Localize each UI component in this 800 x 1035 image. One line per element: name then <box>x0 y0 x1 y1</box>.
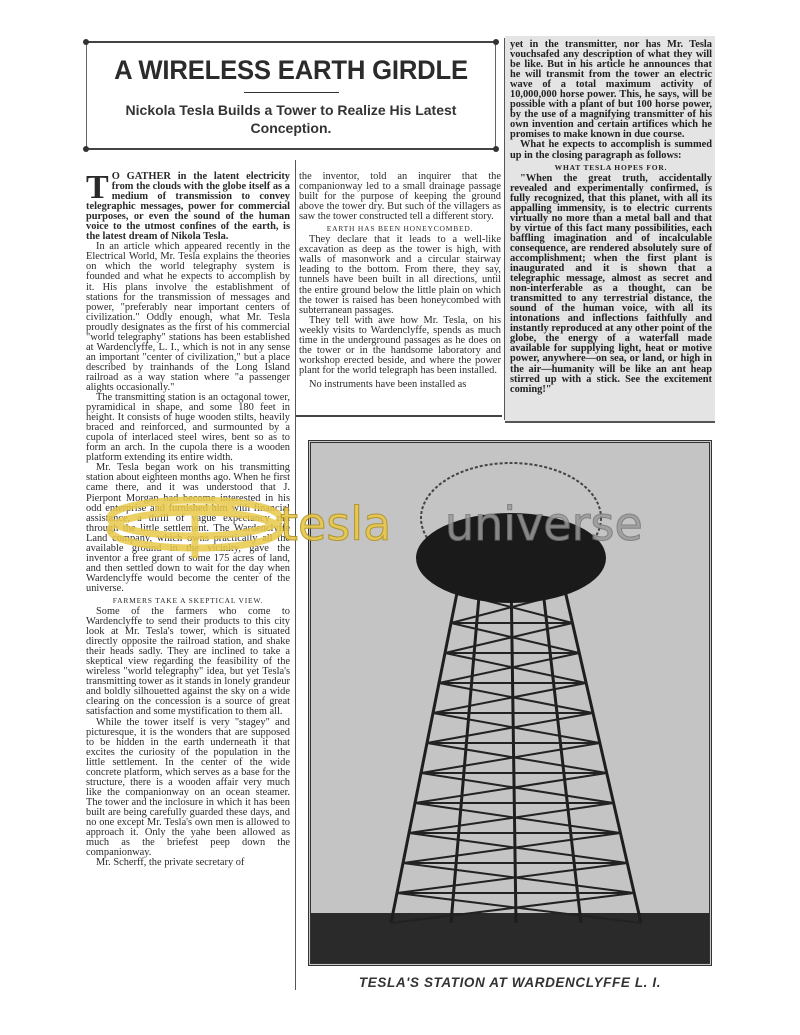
article-column-2 <box>299 172 501 390</box>
cupola-dome <box>416 513 606 603</box>
column-divider <box>504 38 505 420</box>
corner-dot <box>493 146 499 152</box>
paragraph: Some of the farmers who come to Wardenclyffe to send their products to this city look at Mr. Tesla's tower, which is situated directly opposite the railroad station, and shake their heads sadly. They are inclined to take a skeptical view regarding the feasibility of the wireless "world telegraphy" idea, but yet Tesla's transmitting tower as it stands in lonely grandeur and boldly silhouetted against the sky on a wide clearing on the concession is a source of great satisfaction and some mystification to them all. <box>86 606 290 718</box>
paragraph: the inventor, told an inquirer that the companionway led to a small drainage passage built for the purpose of keeping the ground above the tower dry. But such of the villagers as saw the tower constructed tell a different story. <box>299 171 501 223</box>
svg-text:universe: universe <box>445 497 643 551</box>
photo-caption: TESLA'S STATION AT WARDENCLYFFE L. I. <box>358 975 662 990</box>
wardenclyffe-tower-illustration <box>311 443 709 963</box>
paragraph: Mr. Tesla began work on his transmitting station about eighteen months ago. When he first came there, and it was understood that J. Pierpont Morgan had become interested in his odd enterprise and furnished him with financial assistance, a thrill of vague expectancy ran through the little settlement. The Wardenclyffe Land company, which owns practically all the available ground in the vicinity, gave the inventor a free grant of some 175 acres of land, and then settled down to wait for the day when Wardenclyffe would become the center of the universe. <box>86 462 290 594</box>
corner-dot <box>83 39 89 45</box>
paragraph: No instruments have been installed as <box>309 378 467 390</box>
section-subhead: EARTH HAS BEEN HONEYCOMBED. <box>326 224 474 234</box>
subheadline: Nickola Tesla Builds a Tower to Realize His Latest Conception. <box>125 102 457 136</box>
paragraph: yet in the transmitter, nor has Mr. Tesla vouchsafed any description of what they will be like. But in his article he announces that he will transmit from the tower an electric wave of a total maximum activity of 10,000,000 horse power. This, he says, will be possible with a plant of but 100 horse power, by the use of a magnifying transmitter of his own invention and certain artifices which he promises to make known in due course. <box>510 39 712 141</box>
paragraph: "When the great truth, accidentally revealed and experimentally confirmed, is fully recognized, that this planet, with all its appalling immensity, is to electric currents virtually no more than a metal ball and that by virtue of this fact many possibilities, each baffling imagination and of incalculable consequence, are rendered absolutely sure of accomplishment; when the first plant is inaugurated and it is shown that a telegraphic message, almost as secret and non-interferable as a thought, can be transmitted to any terrestrial distance, the sound of the human voice, with all its intonations and inflections faithfully and instantly reproduced at any other point of the globe, the energy of a waterfall made available for supplying light, heat or motive power, anywhere—on sea, or land, or high in the air—humanity will be like an ant heap stirred up with a stick. See the excitement coming!" <box>510 172 712 395</box>
paragraph: They tell with awe how Mr. Tesla, on his weekly visits to Wardenclyffe, spends as much time in the underground passages as he does on the tower or in the handsome laboratory and workshop erected beside, and where the power plant for the world telegraph has been installed. <box>299 314 501 376</box>
article-column-1 <box>86 169 290 869</box>
corner-dot <box>493 39 499 45</box>
drop-cap: T <box>86 169 109 206</box>
paragraph: What he expects to accomplish is summed up in the closing paragraph as follows: <box>510 139 712 161</box>
section-subhead: WHAT TESLA HOPES FOR. <box>554 162 668 172</box>
paragraph: In an article which appeared recently in the Electrical World, Mr. Tesla explains the theories on which the world telegraphy system is founded and what he expects to accomplish by it. His plans involve the establishment of stations for the transmission of messages and power, "preferably near important centers of civilization." Oddly enough, what Mr. Tesla proudly designates as the first of his commercial "world telegraphy" stations has been established at Wardenclyffe, L. I., which is not in any sense an important "center of civilization," but a place described by trainhands of the Long Island railroad as a way station where "a passenger alights occasionally." <box>86 241 290 393</box>
section-subhead: FARMERS TAKE A SKEPTICAL VIEW. <box>112 595 264 605</box>
paragraph: Mr. Scherff, the private secretary of <box>96 857 245 869</box>
column-end-rule <box>505 421 715 423</box>
paragraph: While the tower itself is very "stagey" and picturesque, it is the wonders that are supposed to be hidden in the earth underneath it that excites the curiosity of the population in the little settlement. In the center of the wide concrete platform, which serves as a base for the structure, there is a wooden affair very much like the companionway on an ocean steamer. The tower and the inclosure in which it has been built are being carefully guarded these days, and no one except Mr. Tesla's own men is allowed to approach it. Only the yahe been allowed as much as the briefest peep down the companionway. <box>86 716 290 859</box>
paragraph: They declare that it leads to a well-like excavation as deep as the tower is high, with walls of masonwork and a circular stairway leading to the bottom. From there, they say, tunnels have been built in all directions, until the entire ground below the little plain on which the tower is raised has been honeycombed with subterranean passages. <box>299 234 501 316</box>
headline-rule <box>244 92 339 93</box>
column-divider <box>295 160 296 990</box>
article-column-3 <box>510 40 712 395</box>
svg-text:tesla: tesla <box>280 497 392 551</box>
headline: A WIRELESS EARTH GIRDLE <box>114 55 468 85</box>
column-end-rule <box>296 415 502 417</box>
headline-box <box>86 41 496 150</box>
tower-photo <box>308 440 712 966</box>
paragraph: T O GATHER in the latent electricity from the clouds with the globe itself as a medium of transmission to convey telegraphic messages, power for commercial purposes, or even the sound of the human voice to the utmost confines of the earth, is the latest dream of Nikola Tesla. <box>86 169 290 243</box>
paragraph: The transmitting station is an octagonal tower, pyramidical in shape, and some 180 feet in height. It consists of huge wooden stilts, heavily braced and reinforced, and surmounted by a cupola of interlaced steel wires, bent so as to form an arch. In the cupola there is a wooden platform extending its entire width. <box>86 392 290 464</box>
corner-dot <box>83 146 89 152</box>
